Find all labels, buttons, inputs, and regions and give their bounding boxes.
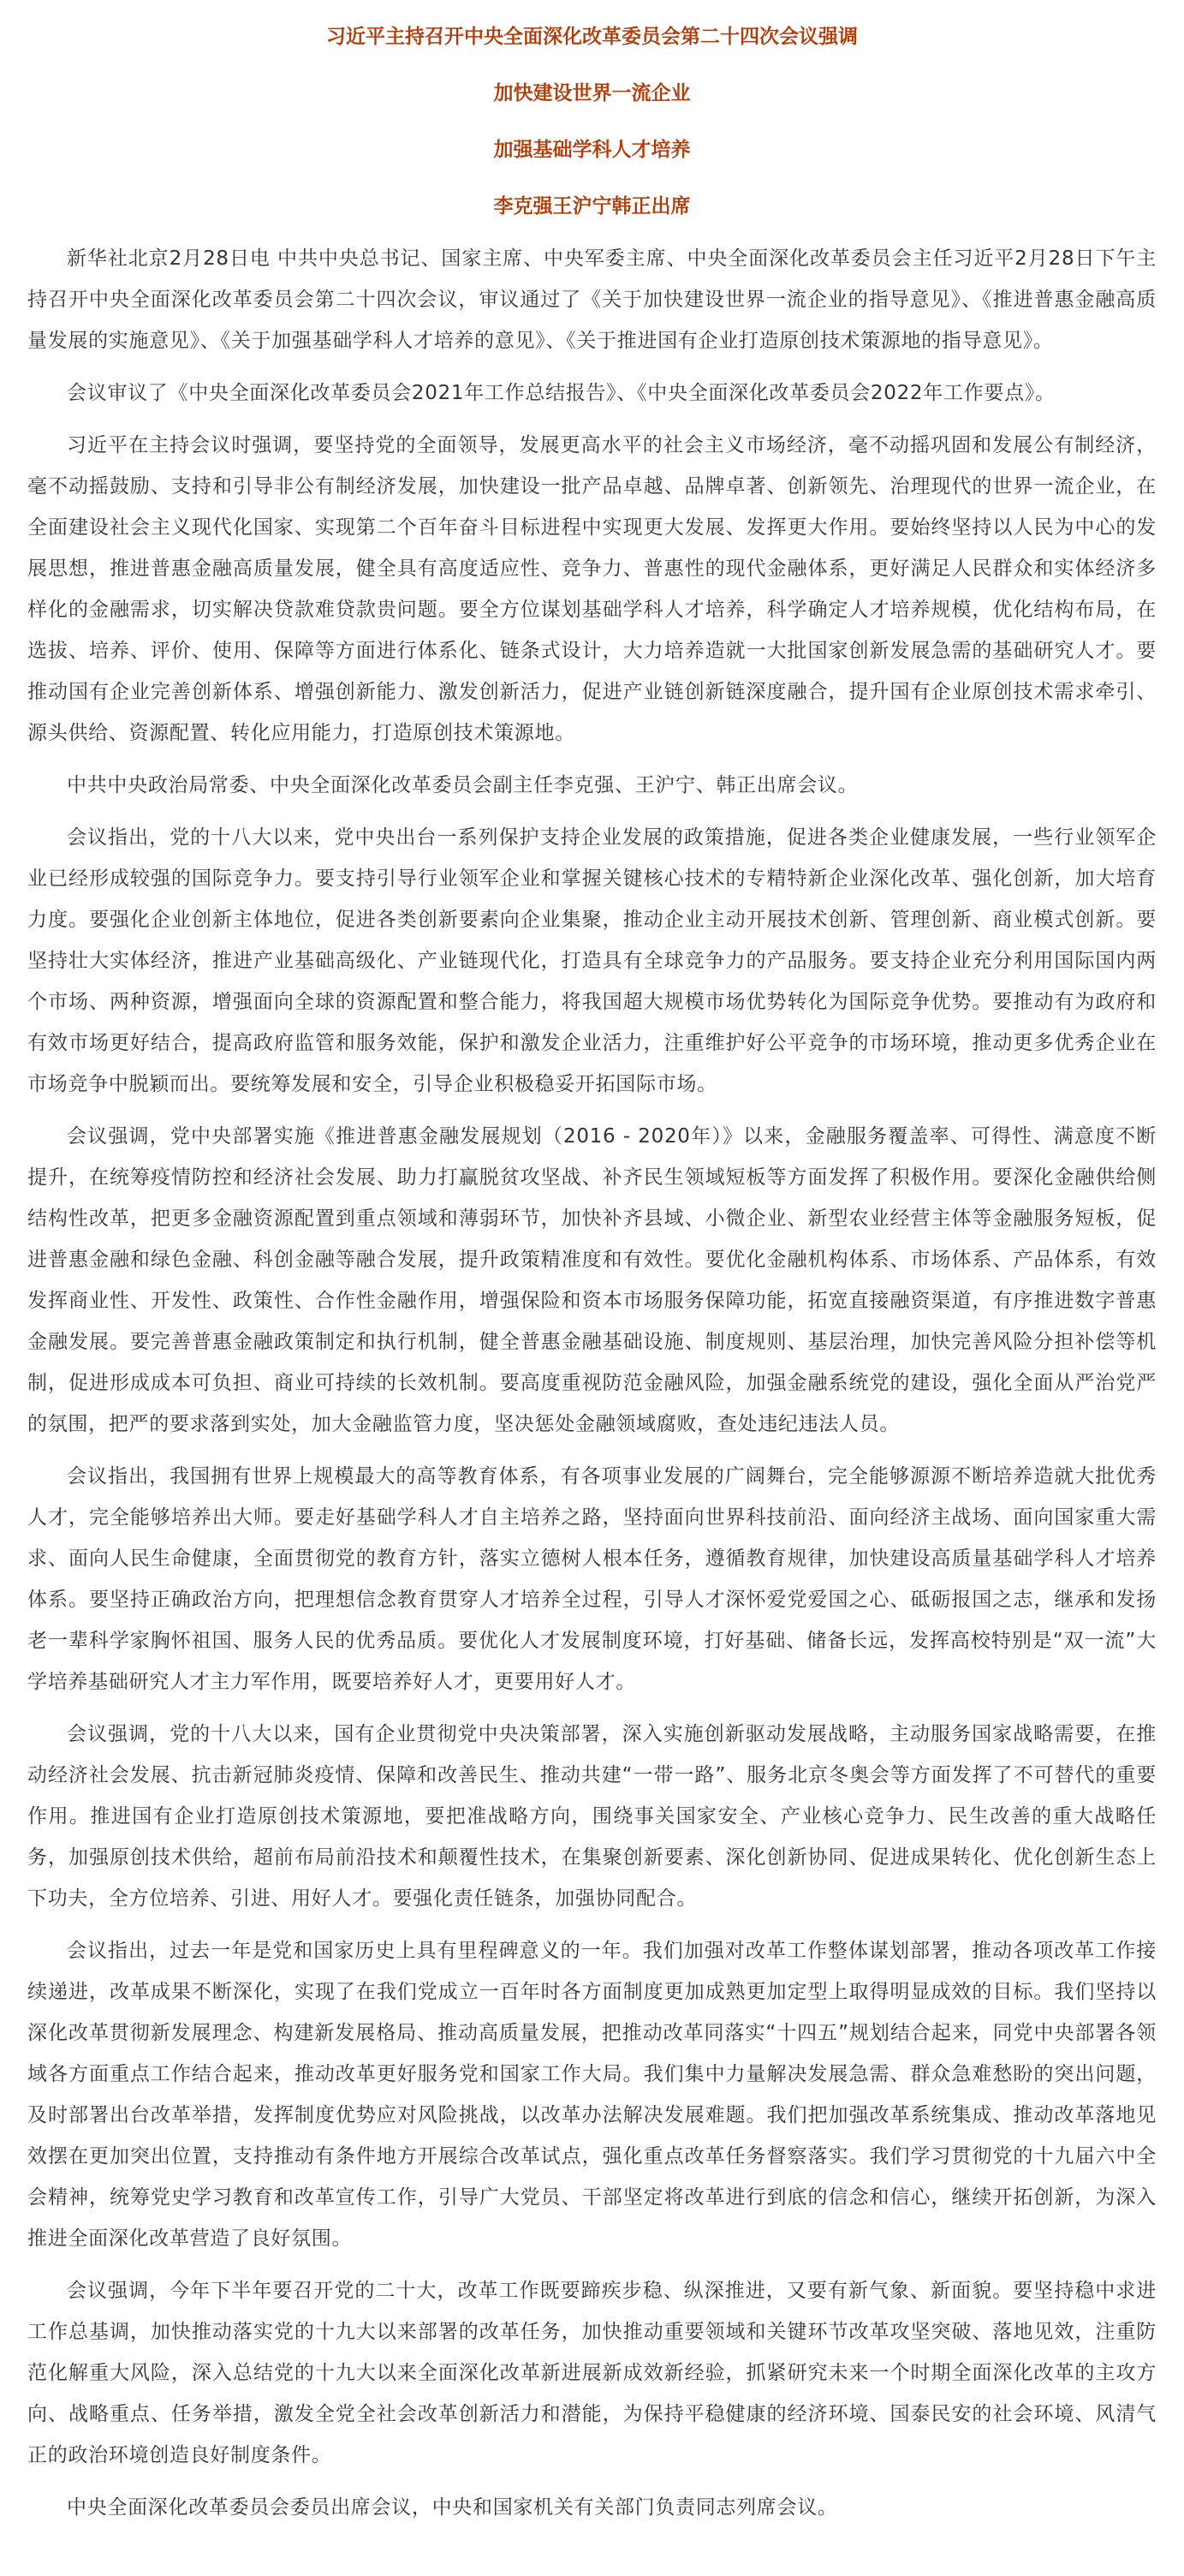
subheadline-basic-discipline-talent: 加强基础学科人才培养 (493, 139, 691, 161)
headline-block (27, 24, 1157, 219)
paragraph-enterprises: 会议指出，党的十八大以来，党中央出台一系列保护支持企业发展的政策措施，促进各类企业健康发展，一些行业领军企业已经形成较强的国际竞争力。要支持引导行业领军企业和掌握关键核心技术的专精特新企业深化改革、强化创新，加大培育力度。要强化企业创新主体地位，促进各类创新要素向企业集聚，推动企业主动开展技术创新、管理创新、商业模式创新。要坚持壮大实体经济，推进产业基础高级化、产业链现代化，打造具有全球竞争力的产品服务。要支持企业充分利用国际国内两个市场、两种资源，增强面向全球的资源配置和整合能力，将我国超大规模市场优势转化为国际竞争优势。要推动有为政府和有效市场更好结合，提高政府监管和服务效能，保护和激发企业活力，注重维护好公平竞争的市场环境，推动更多优秀企业在市场竞争中脱颖而出。要统筹发展和安全，引导企业积极稳妥开拓国际市场。 (27, 826, 1157, 1095)
paragraph-this-year-plan: 会议强调，今年下半年要召开党的二十大，改革工作既要蹄疾步稳、纵深推进，又要有新气象、新面貌。要坚持稳中求进工作总基调，加快推动落实党的十九大以来部署的改革任务，加快推动重要领域和关键环节改革攻坚突破、落地见效，注重防范化解重大风险，深入总结党的十九大以来全面深化改革新进展新成效新经验，抓紧研究未来一个时期全面深化改革的主攻方向、战略重点、任务举措，激发全党全社会改革创新活力和潜能，为保持平稳健康的经济环境、国泰民安的社会环境、风清气正的政治环境创造良好制度条件。 (27, 2280, 1157, 2466)
subheadline-attendees: 李克强王沪宁韩正出席 (493, 195, 691, 218)
paragraph-reviewed-reports: 会议审议了《中央全面深化改革委员会2021年工作总结报告》、《中央全面深化改革委员会2022年工作要点》。 (67, 382, 1056, 404)
paragraph-attendance: 中共中央政治局常委、中央全面深化改革委员会副主任李克强、王沪宁、韩正出席会议。 (67, 774, 859, 796)
paragraph-closing: 中央全面深化改革委员会委员出席会议，中央和国家机关有关部门负责同志列席会议。 (67, 2496, 838, 2519)
subheadline-world-class-enterprises: 加快建设世界一流企业 (493, 82, 691, 104)
paragraph-state-owned-enterprises: 会议强调，党的十八大以来，国有企业贯彻党中央决策部署，深入实施创新驱动发展战略，主动服务国家战略需要，在推动经济社会发展、抗击新冠肺炎疫情、保障和改善民生、推动共建“一带一路”、服务北京冬奥会等方面发挥了不可替代的重要作用。推进国有企业打造原创技术策源地，要把准战略方向，围绕事关国家安全、产业核心竞争力、民生改善的重大战略任务，加强原创技术供给，超前布局前沿技术和颠覆性技术，在集聚创新要素、深化创新协同、促进成果转化、优化创新生态上下功夫，全方位培养、引进、用好人才。要强化责任链条，加强协同配合。 (27, 1723, 1157, 1910)
main-headline: 习近平主持召开中央全面深化改革委员会第二十四次会议强调 (326, 26, 858, 48)
paragraph-xi-remarks: 习近平在主持会议时强调，要坚持党的全面领导，发展更高水平的社会主义市场经济，毫不动摇巩固和发展公有制经济，毫不动摇鼓励、支持和引导非公有制经济发展，加快建设一批产品卓越、品牌卓著、创新领先、治理现代的世界一流企业，在全面建设社会主义现代化国家、实现第二个百年奋斗目标进程中实现更大发展、发挥更大作用。要始终坚持以人民为中心的发展思想，推进普惠金融高质量发展，健全具有高度适应性、竞争力、普惠性的现代金融体系，更好满足人民群众和实体经济多样化的金融需求，切实解决贷款难贷款贵问题。要全方位谋划基础学科人才培养，科学确定人才培养规模，优化结构布局，在选拔、培养、评价、使用、保障等方面进行体系化、链条式设计，大力培养造就一大批国家创新发展急需的基础研究人才。要推动国有企业完善创新体系、增强创新能力、激发创新活力，促进产业链创新链深度融合，提升国有企业原创技术需求牵引、源头供给、资源配置、转化应用能力，打造原创技术策源地。 (27, 434, 1157, 744)
paragraph-inclusive-finance: 会议强调，党中央部署实施《推进普惠金融发展规划（2016 - 2020年）》以来，金融服务覆盖率、可得性、满意度不断提升，在统筹疫情防控和经济社会发展、助力打赢脱贫攻坚战、补齐民生领域短板等方面发挥了积极作用。要深化金融供给侧结构性改革，把更多金融资源配置到重点领域和薄弱环节，加快补齐县域、小微企业、新型农业经营主体等金融服务短板，促进普惠金融和绿色金融、科创金融等融合发展，提升政策精准度和有效性。要优化金融机构体系、市场体系、产品体系，有效发挥商业性、开发性、政策性、合作性金融作用，增强保险和资本市场服务保障功能，拓宽直接融资渠道，有序推进数字普惠金融发展。要完善普惠金融政策制定和执行机制，健全普惠金融基础设施、制度规则、基层治理，加快完善风险分担补偿等机制，促进形成成本可负担、商业可持续的长效机制。要高度重视防范金融风险，加强金融系统党的建设，强化全面从严治党严的氛围，把严的要求落到实处，加大金融监管力度，坚决惩处金融领域腐败，查处违纪违法人员。 (27, 1125, 1157, 1435)
paragraph-dateline: 新华社北京2月28日电 中共中央总书记、国家主席、中央军委主席、中央全面深化改革委员会主任习近平2月28日下午主持召开中央全面深化改革委员会第二十四次会议，审议通过了《关于加快建设世界一流企业的指导意见》、《推进普惠金融高质量发展的实施意见》、《关于加强基础学科人才培养的意见》、《关于推进国有企业打造原创技术策源地的指导意见》。 (27, 247, 1157, 352)
paragraph-past-year-review: 会议指出，过去一年是党和国家历史上具有里程碑意义的一年。我们加强对改革工作整体谋划部署，推动各项改革工作接续递进，改革成果不断深化，实现了在我们党成立一百年时各方面制度更加成熟更加定型上取得明显成效的目标。我们坚持以深化改革贯彻新发展理念、构建新发展格局、推动高质量发展，把推动改革同落实“十四五”规划结合起来，同党中央部署各领域各方面重点工作结合起来，推动改革更好服务党和国家工作大局。我们集中力量解决发展急需、群众急难愁盼的突出问题，及时部署出台改革举措，发挥制度优势应对风险挑战，以改革办法解决发展难题。我们把加强改革系统集成、推动改革落地见效摆在更加突出位置，支持推动有条件地方开展综合改革试点，强化重点改革任务督察落实。我们学习贯彻党的十九届六中全会精神，统筹党史学习教育和改革宣传工作，引导广大党员、干部坚定将改革进行到底的信念和信心，继续开拓创新，为深入推进全面深化改革营造了良好氛围。 (27, 1940, 1157, 2250)
paragraph-talent-cultivation: 会议指出，我国拥有世界上规模最大的高等教育体系，有各项事业发展的广阔舞台，完全能够源源不断培养造就大批优秀人才，完全能够培养出大师。要走好基础学科人才自主培养之路，坚持面向世界科技前沿、面向经济主战场、面向国家重大需求、面向人民生命健康，全面贯彻党的教育方针，落实立德树人根本任务，遵循教育规律，加快建设高质量基础学科人才培养体系。要坚持正确政治方向，把理想信念教育贯穿人才培养全过程，引导人才深怀爱党爱国之心、砥砺报国之志，继承和发扬老一辈科学家胸怀祖国、服务人民的优秀品质。要优化人才发展制度环境，打好基础、储备长远，发挥高校特别是“双一流”大学培养基础研究人才主力军作用，既要培养好人才，更要用好人才。 (27, 1465, 1157, 1693)
